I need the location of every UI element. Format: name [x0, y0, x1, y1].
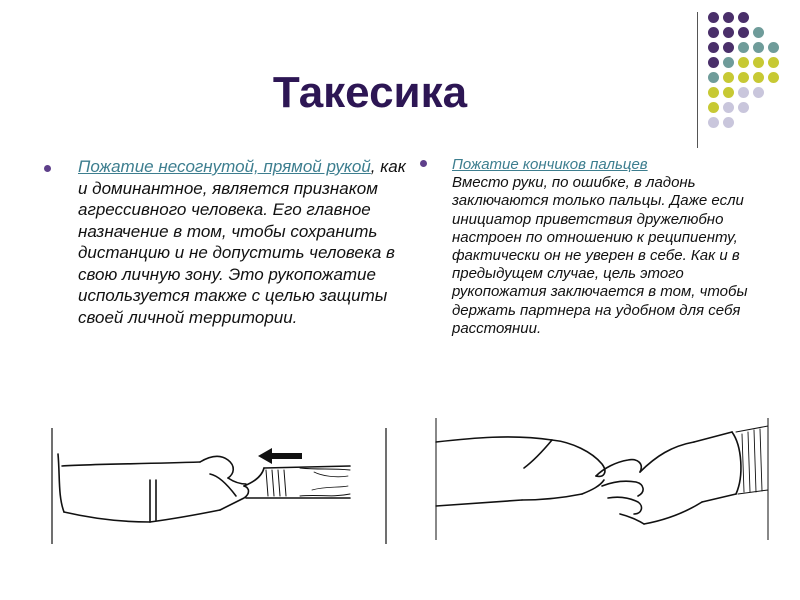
decorative-dot	[708, 27, 719, 38]
bullet-icon	[44, 165, 51, 172]
decorative-dot	[723, 117, 734, 128]
left-paragraph	[78, 156, 408, 328]
decorative-dot	[708, 42, 719, 53]
decorative-dot	[723, 57, 734, 68]
decorative-dot	[753, 87, 764, 98]
decorative-dot	[753, 57, 764, 68]
decorative-dot	[738, 27, 749, 38]
decorative-dot	[768, 72, 779, 83]
fingertip-handshake-drawing-icon	[432, 416, 772, 542]
straight-arm-handshake-drawing-icon	[50, 426, 390, 546]
slide-title: Такесика	[272, 68, 468, 117]
decorative-dot	[753, 72, 764, 83]
decorative-dot	[738, 12, 749, 23]
right-link[interactable]: Пожатие кончиков пальцев	[452, 156, 648, 173]
decorative-dot	[753, 27, 764, 38]
bullet-icon	[420, 160, 427, 167]
decorative-dot	[768, 57, 779, 68]
right-paragraph	[452, 156, 782, 338]
left-body-text: , как и доминантное, является признаком агрессивного человека. Его главное назначение в том, чтобы сохранить дистанцию и не допустить человека в свою личную зону. Это рукопожатие используется также с целью защиты своей личной территории.	[78, 157, 406, 327]
decorative-dot	[768, 42, 779, 53]
decorative-dot	[708, 57, 719, 68]
decorative-dot	[723, 27, 734, 38]
decorative-dot	[708, 12, 719, 23]
left-link[interactable]: Пожатие несогнутой, прямой рукой	[78, 157, 371, 176]
right-body-text: Вместо руки, по ошибке, в ладонь заключаются только пальцы. Даже если инициатор приветствия дружелюбно настроен по отношению к реципиенту, фактически он не уверен в себе. Как и в предыдущем случае, цель этого рукопожатия заключается в том, чтобы держать партнера на удобном для себя расстоянии.	[452, 174, 748, 337]
decorative-dot	[723, 12, 734, 23]
decorative-dot	[708, 117, 719, 128]
decorative-dot	[723, 42, 734, 53]
decorative-dot	[753, 42, 764, 53]
decorative-dot	[738, 57, 749, 68]
decorative-dot	[738, 42, 749, 53]
